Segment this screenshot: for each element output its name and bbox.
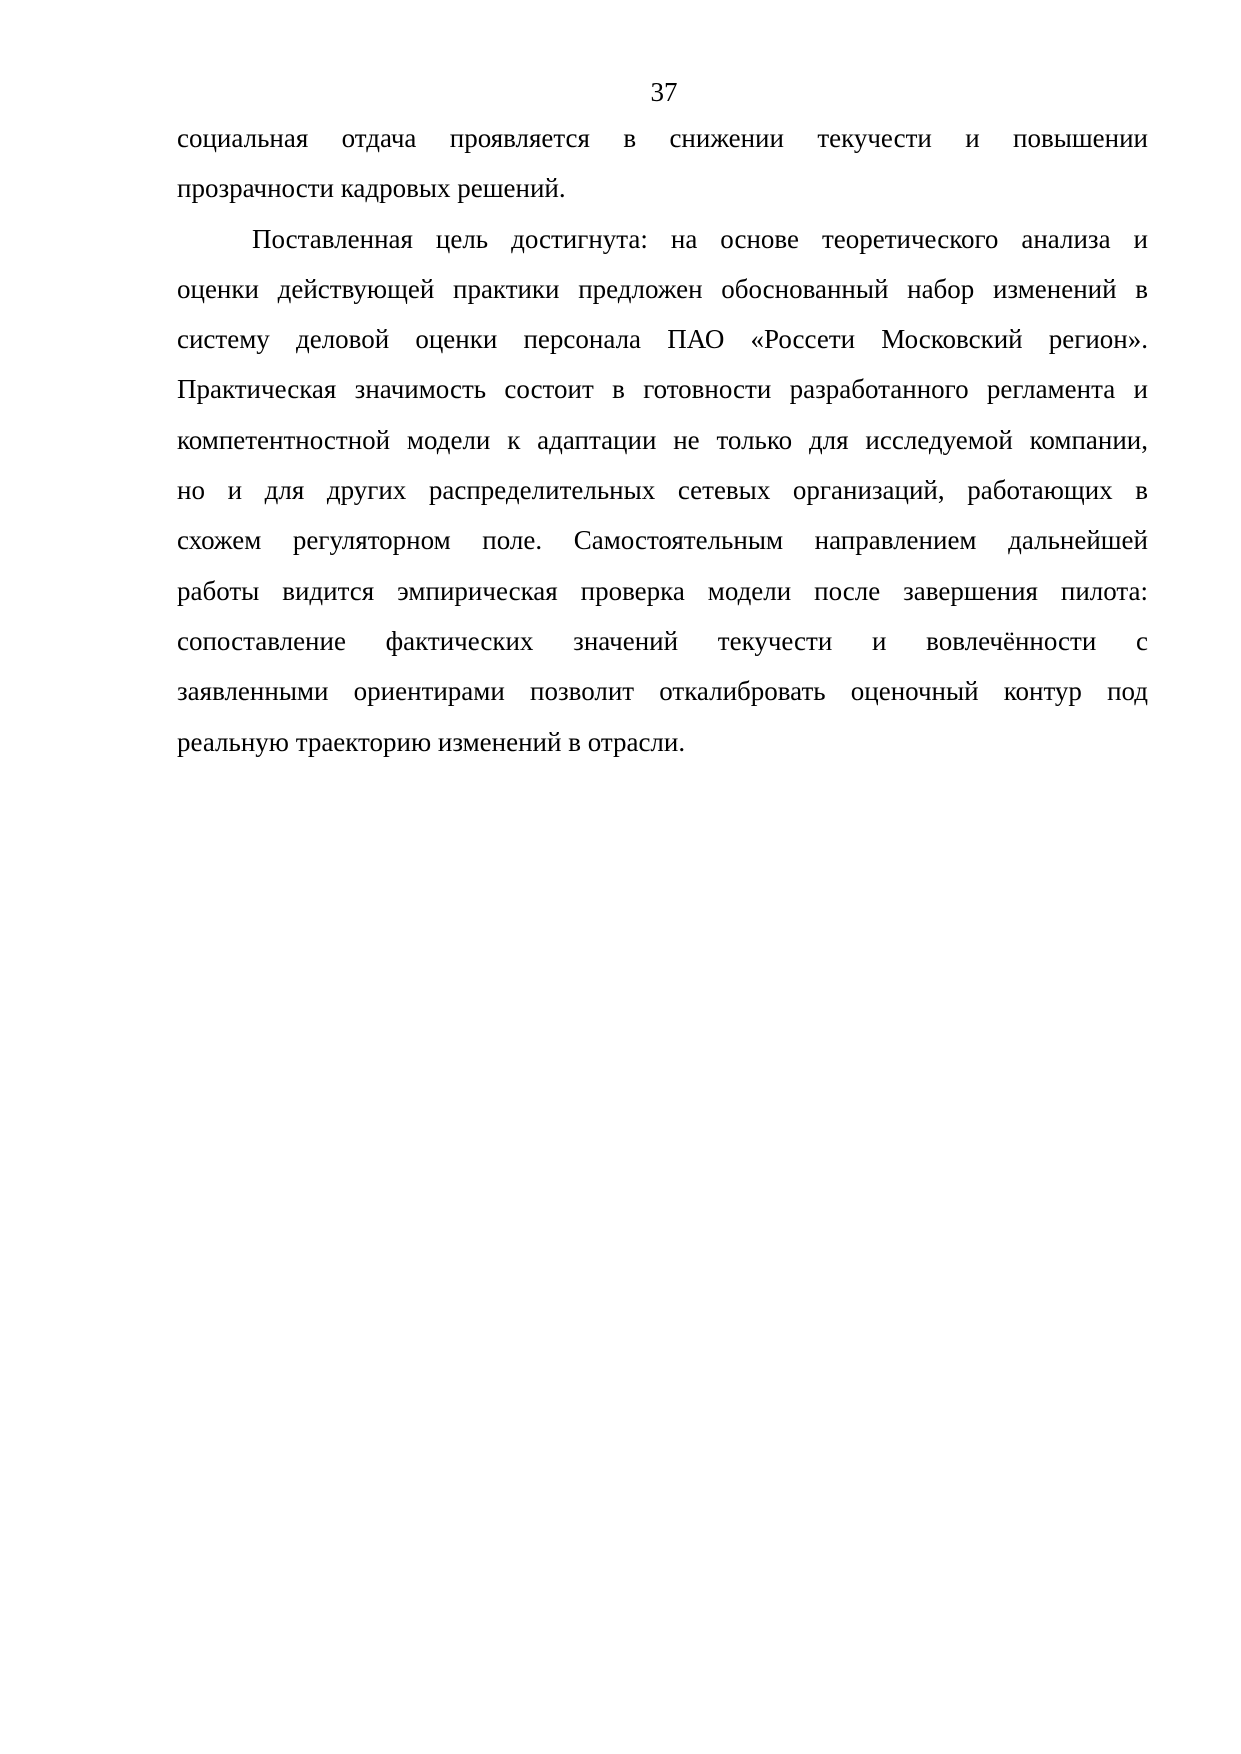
text-line: Практическая значимость состоит в готовности разработанного регламента и: [177, 374, 1148, 405]
paragraph: [177, 113, 1148, 214]
text-line: работы видится эмпирическая проверка модели после завершения пилота:: [177, 575, 1148, 606]
text-line: но и для других распределительных сетевых организаций, работающих в: [177, 475, 1148, 506]
text-line: оценки действующей практики предложен обоснованный набор изменений в: [177, 273, 1148, 304]
body-text: [177, 113, 1148, 767]
text-line: схожем регуляторном поле. Самостоятельным направлением дальнейшей: [177, 525, 1148, 556]
text-line: заявленными ориентирами позволит откалибровать оценочный контур под: [177, 676, 1148, 707]
text-line: сопоставление фактических значений текучести и вовлечённости с: [177, 625, 1148, 656]
text-line: Поставленная цель достигнута: на основе теоретического анализа и: [252, 223, 1148, 254]
paragraph: [177, 214, 1148, 767]
text-line: социальная отдача проявляется в снижении текучести и повышении: [177, 123, 1148, 153]
text-line: систему деловой оценки персонала ПАО «Россети Московский регион».: [177, 324, 1148, 355]
text-line: компетентностной модели к адаптации не только для исследуемой компании,: [177, 424, 1148, 455]
page-number: 37: [650, 77, 678, 107]
text-line: прозрачности кадровых решений.: [177, 173, 566, 204]
text-line: реальную траекторию изменений в отрасли.: [177, 726, 686, 757]
